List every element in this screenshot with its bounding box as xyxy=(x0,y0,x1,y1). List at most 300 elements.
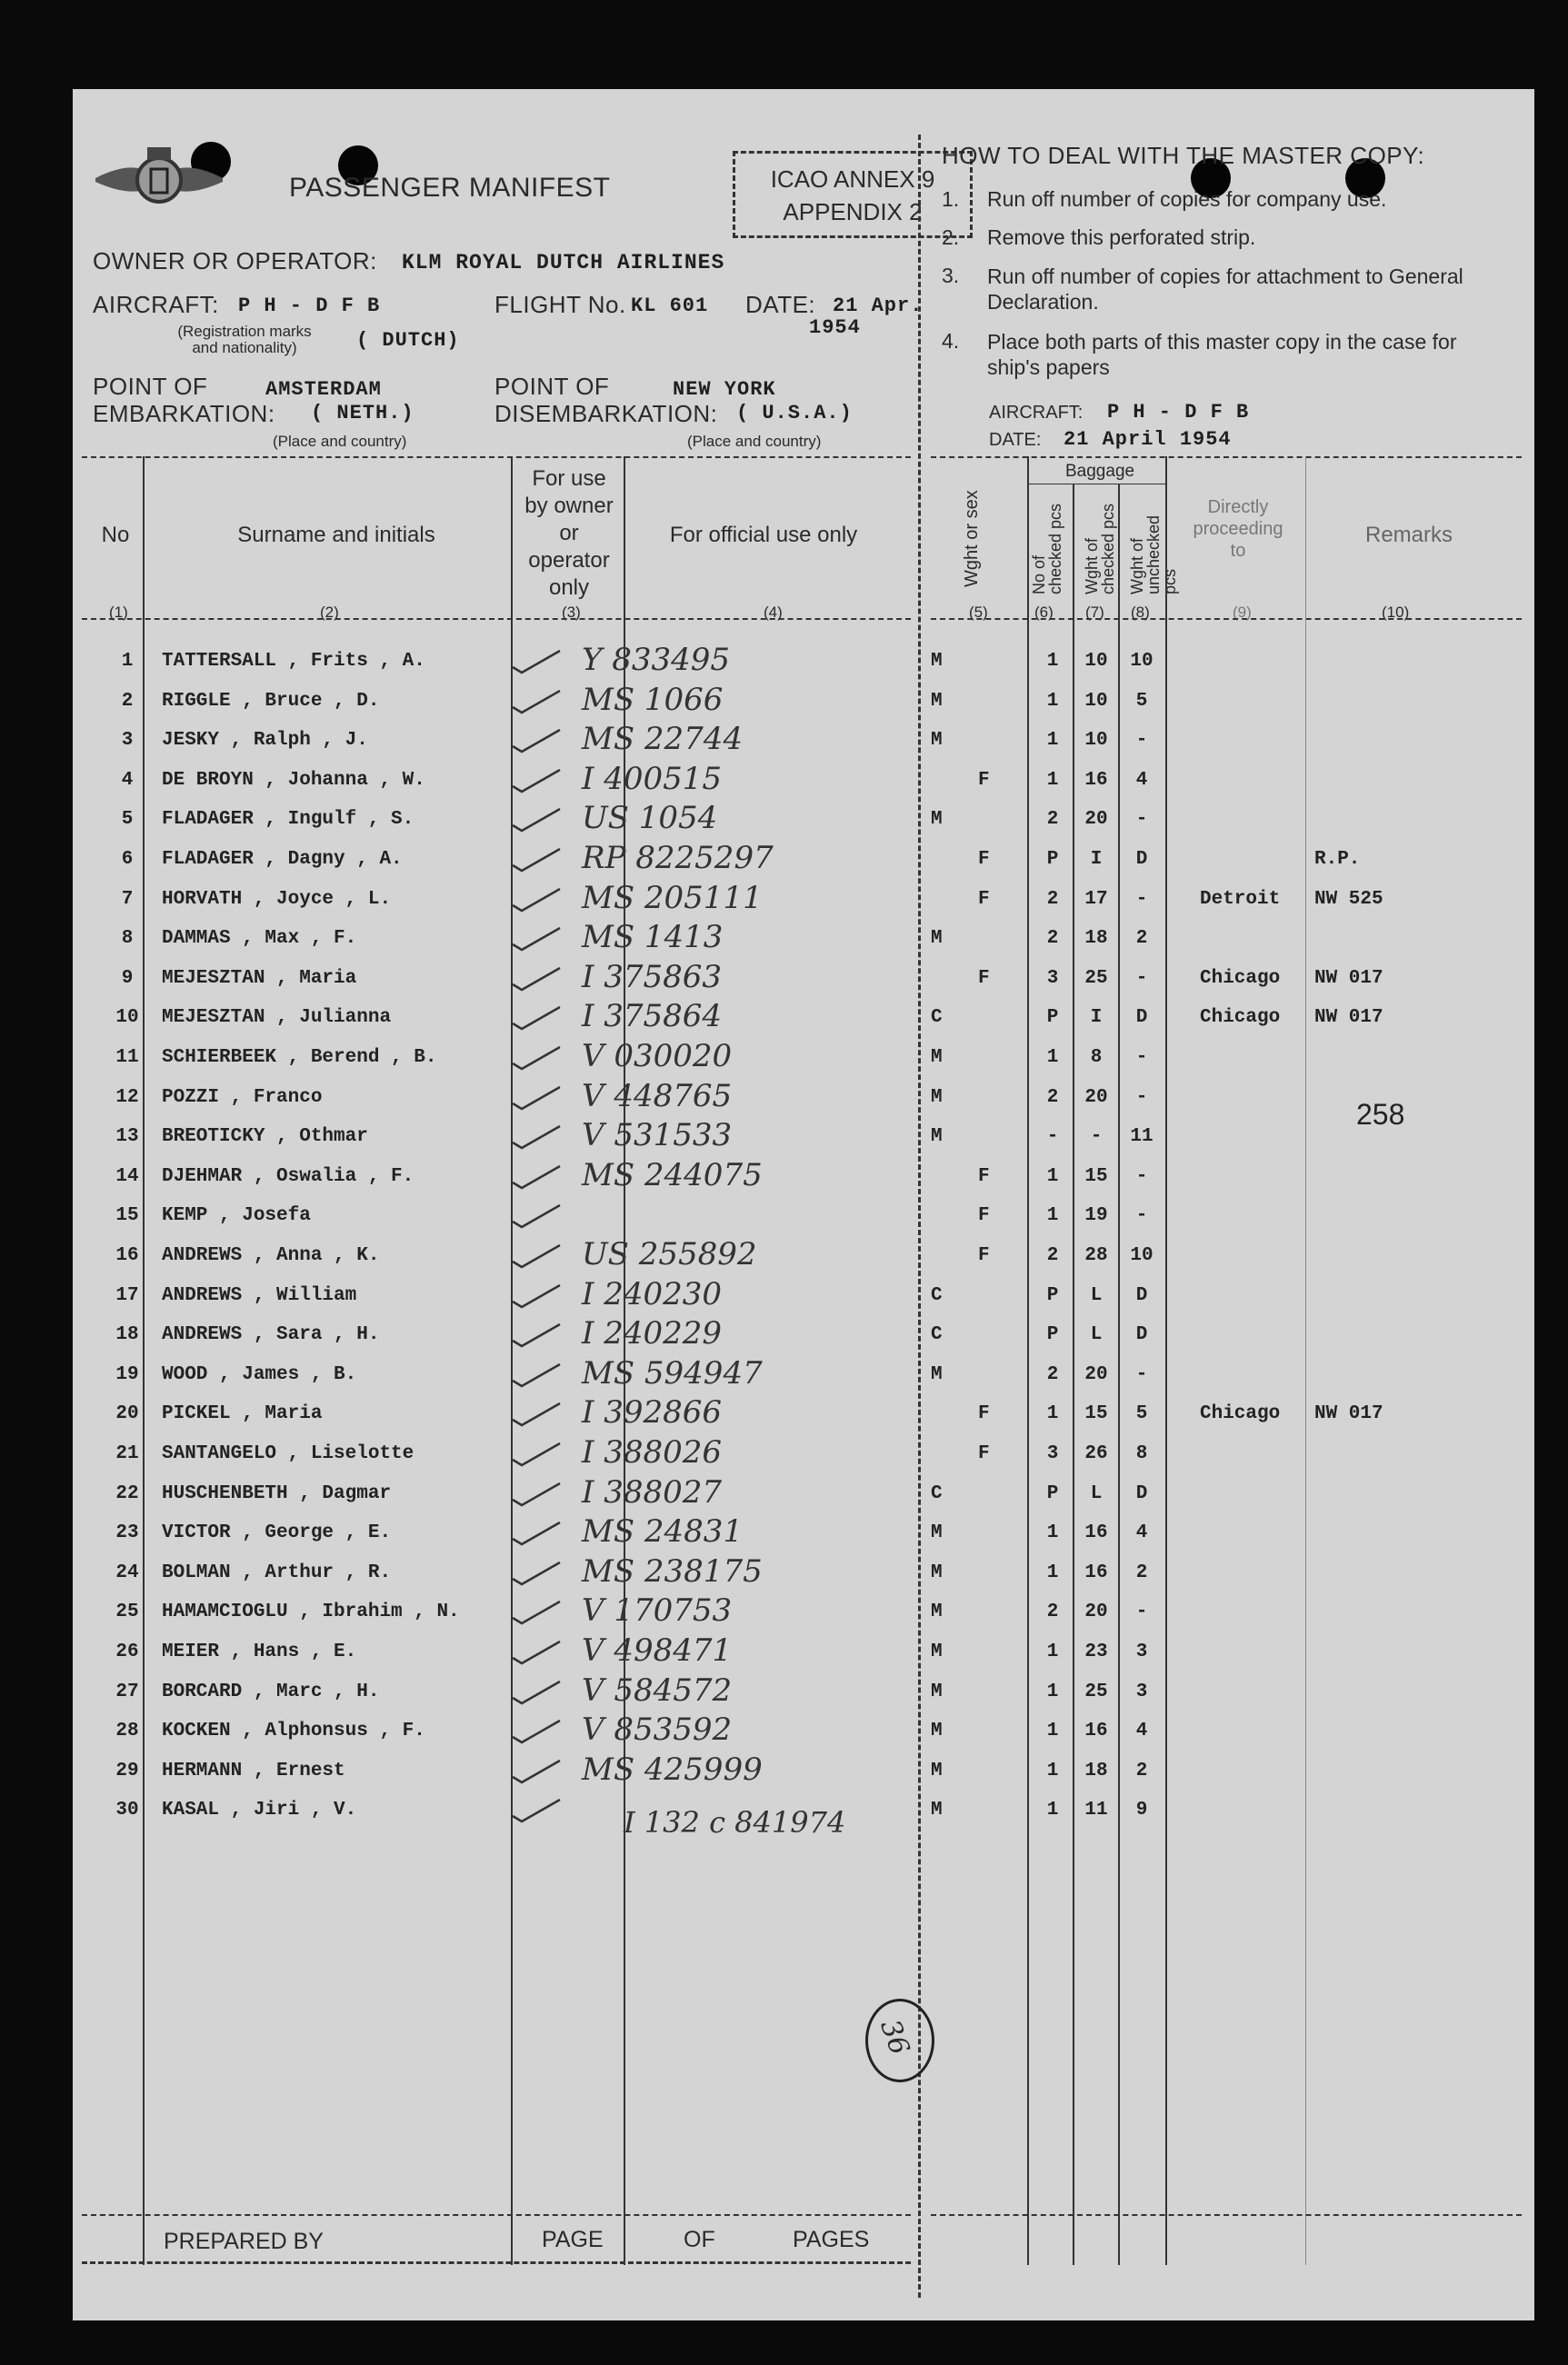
passenger-name: RIGGLE , Bruce , D. xyxy=(162,690,380,712)
check-mark-icon xyxy=(509,687,564,714)
nationality-value: ( DUTCH) xyxy=(356,329,460,352)
row-number: 5 xyxy=(121,809,134,831)
col-remarks: Remarks xyxy=(1364,523,1453,547)
check-mark-icon xyxy=(509,1043,564,1071)
passenger-name: MEIER , Hans , E. xyxy=(162,1642,357,1662)
col-line xyxy=(1305,456,1306,2265)
sex-female: F xyxy=(978,1403,990,1425)
checked-weight: 20 xyxy=(1084,1086,1108,1108)
row-number: 20 xyxy=(115,1403,139,1425)
instruction-1 xyxy=(942,187,1386,212)
unchecked-weight: 2 xyxy=(1135,928,1148,950)
flight-value: KL 601 xyxy=(631,294,709,317)
unchecked-weight: 4 xyxy=(1135,1522,1148,1544)
sex-female: F xyxy=(978,1165,990,1187)
instruction-text: Remove this perforated strip. xyxy=(987,225,1256,249)
row-number: 21 xyxy=(115,1443,139,1464)
unchecked-weight: D xyxy=(1135,1324,1148,1346)
unchecked-weight: - xyxy=(1135,1205,1148,1227)
check-mark-icon xyxy=(509,1678,564,1705)
document-number: MS 1066 xyxy=(582,681,724,718)
checked-weight: 20 xyxy=(1084,809,1108,831)
document-number: I 400515 xyxy=(582,760,723,797)
unchecked-weight: - xyxy=(1135,1602,1148,1623)
checked-pieces: 2 xyxy=(1046,888,1059,910)
unchecked-weight: - xyxy=(1135,809,1148,831)
unchecked-weight: - xyxy=(1135,888,1148,910)
passenger-name: SANTANGELO , Liselotte xyxy=(162,1443,414,1464)
checked-pieces: 1 xyxy=(1046,1403,1059,1425)
checked-weight: 11 xyxy=(1084,1800,1108,1821)
embark-label: POINT OF EMBARKATION: xyxy=(93,373,275,427)
checked-weight: 20 xyxy=(1084,1363,1108,1385)
instruction-text: Run off number of copies for company use. xyxy=(987,187,1387,211)
row30-handwritten-note: I 132 c 841974 xyxy=(624,1805,846,1840)
check-mark-icon xyxy=(509,1083,564,1111)
col-num-2: (2) xyxy=(320,604,339,621)
check-mark-icon xyxy=(509,924,564,952)
check-mark-icon xyxy=(509,1242,564,1269)
col-directly: Directly proceeding to xyxy=(1193,497,1283,561)
instr-date-label: DATE: xyxy=(989,430,1042,450)
passenger-name: MEJESZTAN , Julianna xyxy=(162,1007,392,1029)
unchecked-weight: 2 xyxy=(1135,1562,1148,1583)
checked-weight: 25 xyxy=(1084,1681,1108,1702)
row-number: 4 xyxy=(121,769,134,791)
sex-male: C xyxy=(931,1284,943,1306)
col-num-6: (6) xyxy=(1034,604,1054,621)
manifest-sheet xyxy=(73,89,1534,2320)
sex-male: M xyxy=(931,1522,943,1544)
check-mark-icon xyxy=(509,885,564,913)
document-number: MS 24831 xyxy=(582,1513,744,1551)
checked-weight: 16 xyxy=(1084,1721,1108,1742)
check-mark-icon xyxy=(509,1361,564,1388)
row-number: 30 xyxy=(115,1800,139,1821)
passenger-name: ANDREWS , William xyxy=(162,1284,357,1306)
checked-pieces: 1 xyxy=(1046,1562,1059,1583)
checked-pieces: 2 xyxy=(1046,928,1059,950)
footer-bottom xyxy=(82,2261,911,2264)
passenger-name: BOLMAN , Arthur , R. xyxy=(162,1562,392,1583)
checked-weight: 8 xyxy=(1090,1047,1103,1068)
sex-male: M xyxy=(931,928,943,950)
page-number-stamp: 258 xyxy=(1356,1098,1405,1131)
unchecked-weight: 8 xyxy=(1135,1443,1148,1464)
column-header-bottom xyxy=(82,618,911,620)
unchecked-weight: - xyxy=(1135,1086,1148,1108)
row-number: 8 xyxy=(121,928,134,950)
passenger-name: FLADAGER , Dagny , A. xyxy=(162,849,403,870)
col-num-7: (7) xyxy=(1085,604,1104,621)
checked-weight: 16 xyxy=(1084,1522,1108,1544)
col-owner-use: For use by owner or operator only xyxy=(524,466,614,600)
col-wght-unchecked: Wght of unchecked pcs xyxy=(1128,514,1179,594)
unchecked-weight: - xyxy=(1135,1047,1148,1068)
sex-female: F xyxy=(978,849,990,870)
checked-pieces: 2 xyxy=(1046,809,1059,831)
unchecked-weight: D xyxy=(1135,1482,1148,1504)
checked-pieces: 2 xyxy=(1046,1086,1059,1108)
check-mark-icon xyxy=(509,964,564,992)
header-divider xyxy=(82,456,911,458)
col-num-4: (4) xyxy=(764,604,783,621)
sex-female: F xyxy=(978,1205,990,1227)
row-number: 19 xyxy=(115,1363,139,1385)
col-num-9: (9) xyxy=(1233,604,1252,621)
checked-pieces: 1 xyxy=(1046,730,1059,752)
checked-pieces: - xyxy=(1046,1126,1059,1148)
circled-number-stamp xyxy=(865,1999,934,2082)
sex-male: M xyxy=(931,1681,943,1702)
checked-pieces: P xyxy=(1046,1007,1059,1029)
col-official: For official use only xyxy=(669,523,858,547)
checked-pieces: 1 xyxy=(1046,1721,1059,1742)
embark-country: ( NETH.) xyxy=(311,402,414,424)
instr-aircraft-label: AIRCRAFT: xyxy=(989,403,1084,423)
col-line xyxy=(1073,484,1074,2265)
checked-pieces: 1 xyxy=(1046,1047,1059,1068)
passenger-name: DAMMAS , Max , F. xyxy=(162,928,357,950)
aircraft-value: P H - D F B xyxy=(238,294,381,317)
destination: Chicago xyxy=(1200,1007,1281,1029)
check-mark-icon xyxy=(509,766,564,793)
checked-weight: 10 xyxy=(1084,690,1108,712)
passenger-name: ANDREWS , Anna , K. xyxy=(162,1245,380,1266)
document-number: V 853592 xyxy=(582,1711,733,1749)
col-wght-checked: Wght of checked pcs xyxy=(1083,503,1117,594)
document-number: MS 238175 xyxy=(582,1552,763,1590)
unchecked-weight: 2 xyxy=(1135,1760,1148,1781)
col-line xyxy=(143,456,145,2265)
sex-female: F xyxy=(978,888,990,910)
document-number: US 255892 xyxy=(582,1236,757,1272)
row-number: 17 xyxy=(115,1284,139,1306)
check-mark-icon xyxy=(509,1757,564,1784)
date-year: 1954 xyxy=(809,316,861,339)
checked-pieces: 2 xyxy=(1046,1602,1059,1623)
date-value: 21 Apr. xyxy=(833,294,924,317)
checked-weight: 25 xyxy=(1084,967,1108,989)
checked-weight: 20 xyxy=(1084,1602,1108,1623)
checked-pieces: 2 xyxy=(1046,1245,1059,1266)
sex-male: M xyxy=(931,1642,943,1662)
form-title: PASSENGER MANIFEST xyxy=(289,173,611,203)
column-header-bottom-right xyxy=(931,618,1522,620)
sex-male: C xyxy=(931,1007,943,1029)
aircraft-label: AIRCRAFT: xyxy=(93,291,219,318)
row-number: 25 xyxy=(115,1602,139,1623)
unchecked-weight: 10 xyxy=(1130,651,1154,672)
perforation-line xyxy=(918,135,921,2298)
unchecked-weight: - xyxy=(1135,967,1148,989)
disembark-value: NEW YORK xyxy=(673,378,776,401)
icao-line2: APPENDIX 2 xyxy=(783,198,923,225)
unchecked-weight: 10 xyxy=(1130,1245,1154,1266)
instruction-num: 1. xyxy=(942,187,960,211)
document-number: V 030020 xyxy=(582,1038,733,1074)
check-mark-icon xyxy=(509,1282,564,1309)
check-mark-icon xyxy=(509,1717,564,1744)
checked-weight: 28 xyxy=(1084,1245,1108,1266)
passenger-name: HERMANN , Ernest xyxy=(162,1760,345,1781)
document-number: V 448765 xyxy=(582,1077,733,1114)
document-number: US 1054 xyxy=(582,800,718,837)
sex-female: F xyxy=(978,967,990,989)
destination: Chicago xyxy=(1200,1403,1281,1425)
document-number: MS 22744 xyxy=(582,721,744,758)
instruction-num: 2. xyxy=(942,225,960,249)
checked-weight: 26 xyxy=(1084,1443,1108,1464)
checked-weight: 23 xyxy=(1084,1642,1108,1662)
checked-weight: 18 xyxy=(1084,1760,1108,1781)
footer-of: OF xyxy=(684,2227,715,2252)
col-line xyxy=(1027,456,1029,2265)
row-number: 13 xyxy=(115,1126,139,1148)
document-number: Y 833495 xyxy=(582,642,731,678)
embark-note: (Place and country) xyxy=(273,433,407,450)
remarks: NW 017 xyxy=(1314,1007,1383,1029)
row-number: 12 xyxy=(115,1086,139,1108)
sex-male: M xyxy=(931,1562,943,1583)
document-number: V 584572 xyxy=(582,1671,733,1709)
sex-male: M xyxy=(931,1047,943,1068)
sex-male: C xyxy=(931,1482,943,1504)
sex-female: F xyxy=(978,1245,990,1266)
remarks: NW 017 xyxy=(1314,967,1383,989)
checked-weight: I xyxy=(1090,1007,1103,1029)
row-number: 24 xyxy=(115,1562,139,1583)
passenger-name: MEJESZTAN , Maria xyxy=(162,967,357,989)
sex-female: F xyxy=(978,1443,990,1464)
sex-male: C xyxy=(931,1324,943,1346)
document-number: V 531533 xyxy=(582,1117,733,1154)
instruction-4 xyxy=(942,329,1478,380)
passenger-name: POZZI , Franco xyxy=(162,1086,323,1108)
document-number: V 170753 xyxy=(582,1592,733,1630)
check-mark-icon xyxy=(509,1796,564,1823)
icao-box xyxy=(733,151,973,238)
instruction-num: 3. xyxy=(942,264,960,287)
registration-note: (Registration marks and nationality) xyxy=(177,323,312,356)
unchecked-weight: 3 xyxy=(1135,1681,1148,1702)
checked-pieces: 1 xyxy=(1046,769,1059,791)
col-num-8: (8) xyxy=(1131,604,1150,621)
checked-weight: 15 xyxy=(1084,1403,1108,1425)
row-number: 2 xyxy=(121,690,134,712)
header-divider-right xyxy=(931,456,1522,458)
checked-weight: L xyxy=(1090,1324,1103,1346)
sex-male: M xyxy=(931,730,943,752)
checked-pieces: 1 xyxy=(1046,1205,1059,1227)
checked-pieces: 3 xyxy=(1046,967,1059,989)
checked-weight: 17 xyxy=(1084,888,1108,910)
document-number: I 375864 xyxy=(582,998,723,1035)
unchecked-weight: D xyxy=(1135,1284,1148,1306)
col-line xyxy=(1165,456,1167,2265)
checked-pieces: 1 xyxy=(1046,1165,1059,1187)
col-line xyxy=(1118,484,1120,2265)
checked-pieces: 3 xyxy=(1046,1443,1059,1464)
document-number: I 392866 xyxy=(582,1394,723,1432)
checked-weight: L xyxy=(1090,1482,1103,1504)
passenger-name: HORVATH , Joyce , L. xyxy=(162,888,392,910)
checked-pieces: 2 xyxy=(1046,1363,1059,1385)
checked-weight: 10 xyxy=(1084,730,1108,752)
check-mark-icon xyxy=(509,1440,564,1467)
instruction-num: 4. xyxy=(942,329,960,353)
document-number: MS 425999 xyxy=(582,1751,763,1788)
row-number: 6 xyxy=(121,849,134,870)
document-number: RP 8225297 xyxy=(582,840,774,876)
checked-weight: 19 xyxy=(1084,1205,1108,1227)
passenger-name: JESKY , Ralph , J. xyxy=(162,730,368,752)
unchecked-weight: 4 xyxy=(1135,769,1148,791)
passenger-name: FLADAGER , Ingulf , S. xyxy=(162,809,414,831)
passenger-name: HUSCHENBETH , Dagmar xyxy=(162,1482,392,1504)
circled-number: 36 xyxy=(874,2015,916,2060)
sex-male: M xyxy=(931,651,943,672)
unchecked-weight: 5 xyxy=(1135,690,1148,712)
footer-divider xyxy=(82,2214,911,2216)
checked-pieces: 1 xyxy=(1046,690,1059,712)
check-mark-icon xyxy=(509,1123,564,1150)
check-mark-icon xyxy=(509,726,564,753)
unchecked-weight: 11 xyxy=(1130,1126,1154,1148)
checked-pieces: P xyxy=(1046,1324,1059,1346)
checked-pieces: P xyxy=(1046,1482,1059,1504)
unchecked-weight: 9 xyxy=(1135,1800,1148,1821)
col-num-1: (1) xyxy=(109,604,128,621)
passenger-name: HAMAMCIOGLU , Ibrahim , N. xyxy=(162,1602,460,1623)
check-mark-icon xyxy=(509,805,564,833)
passenger-name: KASAL , Jiri , V. xyxy=(162,1800,357,1821)
sex-male: M xyxy=(931,1760,943,1781)
instr-date-value: 21 April 1954 xyxy=(1064,428,1232,451)
instruction-text: Place both parts of this master copy in the case for ship's papers xyxy=(987,330,1457,379)
check-mark-icon xyxy=(509,1400,564,1427)
document-number: I 388027 xyxy=(582,1473,723,1511)
row-number: 29 xyxy=(115,1760,139,1781)
remarks: NW 017 xyxy=(1314,1403,1383,1425)
check-mark-icon xyxy=(509,1202,564,1229)
checked-weight: - xyxy=(1090,1126,1103,1148)
embark-value: AMSTERDAM xyxy=(265,378,382,401)
sex-female: F xyxy=(978,769,990,791)
date-label: DATE: xyxy=(745,291,816,318)
klm-crown-logo-icon xyxy=(91,144,227,216)
owner-label: OWNER OR OPERATOR: xyxy=(93,247,377,274)
row-number: 23 xyxy=(115,1522,139,1544)
row-number: 10 xyxy=(115,1007,139,1029)
document-number: MS 205111 xyxy=(582,879,763,916)
passenger-name: WOOD , James , B. xyxy=(162,1363,357,1385)
sex-male: M xyxy=(931,1721,943,1742)
row-number: 22 xyxy=(115,1482,139,1504)
instruction-text: Run off number of copies for attachment to General Declaration. xyxy=(987,264,1463,314)
unchecked-weight: 4 xyxy=(1135,1721,1148,1742)
passenger-name: ANDREWS , Sara , H. xyxy=(162,1324,380,1346)
flight-label: FLIGHT No. xyxy=(494,291,626,318)
passenger-name: KEMP , Josefa xyxy=(162,1205,311,1227)
check-mark-icon xyxy=(509,1598,564,1625)
checked-weight: 10 xyxy=(1084,651,1108,672)
checked-weight: 16 xyxy=(1084,1562,1108,1583)
col-checked-pcs: No of checked pcs xyxy=(1030,503,1064,594)
checked-weight: I xyxy=(1090,849,1103,870)
instructions-title: HOW TO DEAL WITH THE MASTER COPY: xyxy=(942,142,1425,169)
document-number: I 240230 xyxy=(582,1275,723,1312)
checked-pieces: 1 xyxy=(1046,1760,1059,1781)
checked-pieces: 1 xyxy=(1046,1800,1059,1821)
col-num-5: (5) xyxy=(969,604,988,621)
row-number: 18 xyxy=(115,1324,139,1346)
row-number: 28 xyxy=(115,1721,139,1742)
document-number: I 240229 xyxy=(582,1315,723,1352)
passenger-name: DE BROYN , Johanna , W. xyxy=(162,769,425,791)
footer-pages: PAGES xyxy=(793,2227,870,2252)
footer-page: PAGE xyxy=(542,2227,604,2252)
check-mark-icon xyxy=(509,1163,564,1190)
instruction-2 xyxy=(942,225,1255,250)
row-number: 26 xyxy=(115,1642,139,1662)
checked-weight: 18 xyxy=(1084,928,1108,950)
prepared-by: PREPARED BY xyxy=(164,2229,324,2254)
row-number: 7 xyxy=(121,888,134,910)
unchecked-weight: D xyxy=(1135,849,1148,870)
passenger-name: BREOTICKY , Othmar xyxy=(162,1126,368,1148)
check-mark-icon xyxy=(509,1321,564,1348)
document-number: MS 594947 xyxy=(582,1354,763,1392)
passenger-name: SCHIERBEEK , Berend , B. xyxy=(162,1047,437,1068)
sex-male: M xyxy=(931,809,943,831)
icao-line1: ICAO ANNEX 9 xyxy=(770,165,935,193)
footer-divider-right xyxy=(931,2214,1522,2216)
check-mark-icon xyxy=(509,647,564,674)
remarks: R.P. xyxy=(1314,849,1361,870)
unchecked-weight: D xyxy=(1135,1007,1148,1029)
check-mark-icon xyxy=(509,1638,564,1665)
checked-pieces: 1 xyxy=(1046,651,1059,672)
check-mark-icon xyxy=(509,845,564,873)
disembark-label: POINT OF DISEMBARKATION: xyxy=(494,373,718,427)
disembark-note: (Place and country) xyxy=(687,433,822,450)
checked-pieces: P xyxy=(1046,849,1059,870)
sex-male: M xyxy=(931,1086,943,1108)
row-number: 27 xyxy=(115,1681,139,1702)
passenger-name: DJEHMAR , Oswalia , F. xyxy=(162,1165,414,1187)
sex-male: M xyxy=(931,1126,943,1148)
unchecked-weight: 3 xyxy=(1135,1642,1148,1662)
unchecked-weight: 5 xyxy=(1135,1403,1148,1425)
document-number: MS 244075 xyxy=(582,1156,763,1193)
checked-pieces: 1 xyxy=(1046,1642,1059,1662)
checked-pieces: 1 xyxy=(1046,1522,1059,1544)
owner-value: KLM ROYAL DUTCH AIRLINES xyxy=(402,251,725,274)
col-surname: Surname and initials xyxy=(237,523,435,547)
col-sex: Wght or sex xyxy=(962,490,982,587)
col-baggage: Baggage xyxy=(1065,462,1135,481)
document-number: I 388026 xyxy=(582,1434,723,1471)
disembark-country: ( U.S.A.) xyxy=(736,402,853,424)
check-mark-icon xyxy=(509,1559,564,1586)
document-number: V 498471 xyxy=(582,1632,733,1669)
check-mark-icon xyxy=(509,1480,564,1507)
sex-male: M xyxy=(931,1363,943,1385)
row-number: 14 xyxy=(115,1165,139,1187)
document-number: MS 1413 xyxy=(582,919,724,956)
unchecked-weight: - xyxy=(1135,1363,1148,1385)
